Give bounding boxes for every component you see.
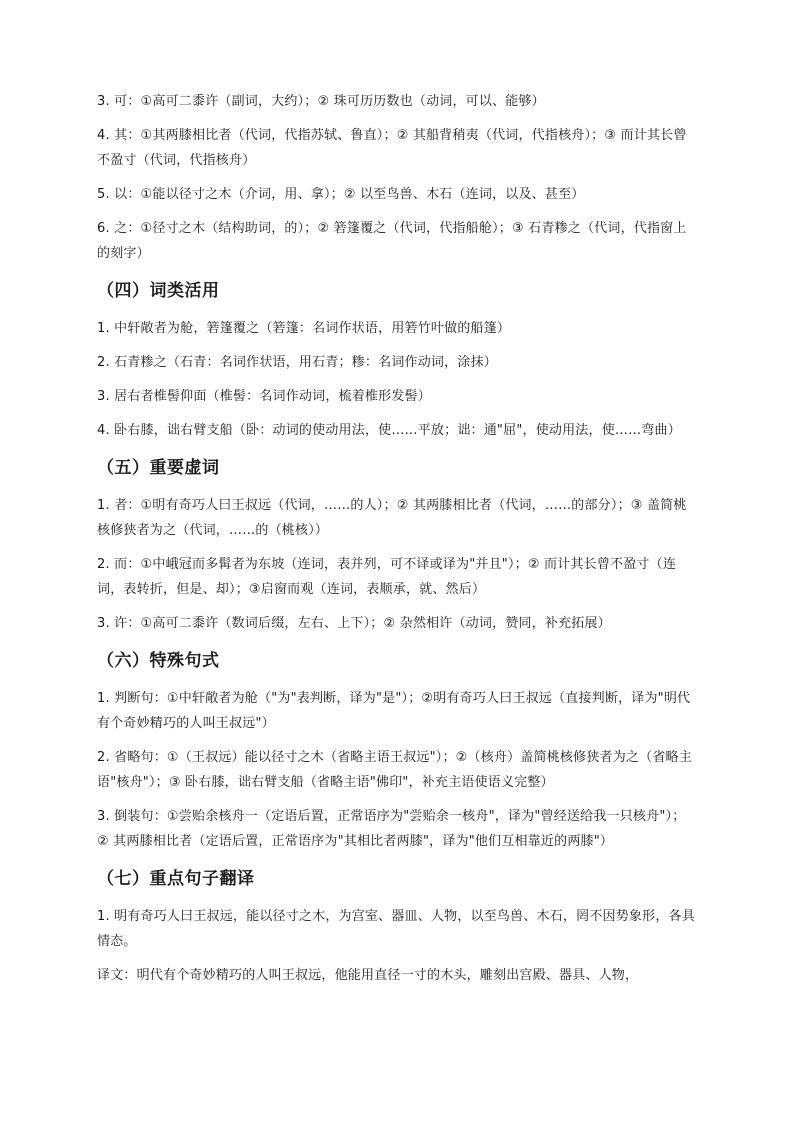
section-heading-word-class: （四）词类活用	[97, 281, 220, 301]
paragraph-xu: 3. 许：①高可二黍许（数词后缀，左右、上下）；② 杂然相许（动词，赞同，补充拓展）	[97, 616, 611, 631]
section-heading-translation: （七）重点句子翻译	[97, 869, 255, 889]
paragraph-yi: 5. 以：①能以径寸之木（介词，用、拿）；② 以至鸟兽、木石（连词，以及、甚至）	[97, 187, 585, 202]
paragraph-word-class-3: 3. 居右者椎髻仰面（椎髻：名词作动词，梳着椎形发髻）	[97, 389, 431, 404]
paragraph-judgment-sentence: 1. 判断句：①中轩敞者为舱（"为"表判断，译为"是"）；②明有奇巧人曰王叔远（直接判断，译为"明代有个奇妙精巧的人叫王叔远"）	[97, 691, 691, 731]
paragraph-inverted-sentence: 3. 倒装句：①尝贻余核舟一（定语后置，正常语序为"尝贻余一核舟"，译为"曾经送给我一只核舟"）；② 其两膝相比者（定语后置，正常语序为"其相比者两膝"，译为"他们互相靠近的两膝"）	[97, 809, 686, 849]
paragraph-word-class-1: 1. 中轩敞者为舱，箬篷覆之（箬篷：名词作状语，用箬竹叶做的船篷）	[97, 321, 511, 336]
paragraph-zhe: 1. 者：①明有奇巧人曰王叔远（代词，……的人）；② 其两膝相比者（代词，……的部分）；③ 盖简桃核修狭者为之（代词，……的（桃核））	[97, 498, 687, 538]
section-heading-function-words: （五）重要虚词	[97, 458, 220, 478]
paragraph-word-class-4: 4. 卧右膝，诎右臂支船（卧：动词的使动用法，使……平放；诎：通"屈"，使动用法，使……弯曲）	[97, 423, 681, 438]
paragraph-translation-1: 译文：明代有个奇妙精巧的人叫王叔远，他能用直径一寸的木头，雕刻出宫殿、器具、人物，	[97, 968, 639, 983]
paragraph-key-sentence-1: 1. 明有奇巧人曰王叔远，能以径寸之木，为宫室、器皿、人物，以至鸟兽、木石，罔不因势象形，各具情态。	[97, 909, 695, 949]
paragraph-word-class-2: 2. 石青糁之（石青：名词作状语，用石青；糁：名词作动词，涂抹）	[97, 355, 497, 370]
paragraph-er: 2. 而：①中峨冠而多髯者为东坡（连词，表并列，可不译或译为"并且"）；② 而计其长曾不盈寸（连词，表转折，但是、却）；③启窗而观（连词，表顺承，就、然后）	[97, 557, 677, 597]
paragraph-zhi: 6. 之：①径寸之木（结构助词，的）；② 箬篷覆之（代词，代指船舱）；③ 石青糁之（代词，代指窗上的刻字）	[97, 221, 687, 261]
paragraph-qi: 4. 其：①其两膝相比者（代词，代指苏轼、鲁直）；② 其船背稍夷（代词，代指核舟）；③ 而计其长曾不盈寸（代词，代指核舟）	[97, 128, 687, 168]
paragraph-ellipsis-sentence: 2. 省略句：①（王叔远）能以径寸之木（省略主语王叔远"）；②（核舟）盖简桃核修狭者为之（省略主语"核舟"）；③ 卧右膝，诎右臂支船（省略主语"佛印"，补充主语使语义完整）	[97, 750, 692, 790]
section-heading-sentence-patterns: （六）特殊句式	[97, 651, 220, 671]
document-body	[97, 89, 697, 997]
paragraph-ke: 3. 可：①高可二黍许（副词，大约）；② 珠可历历数也（动词，可以、能够）	[97, 94, 545, 109]
